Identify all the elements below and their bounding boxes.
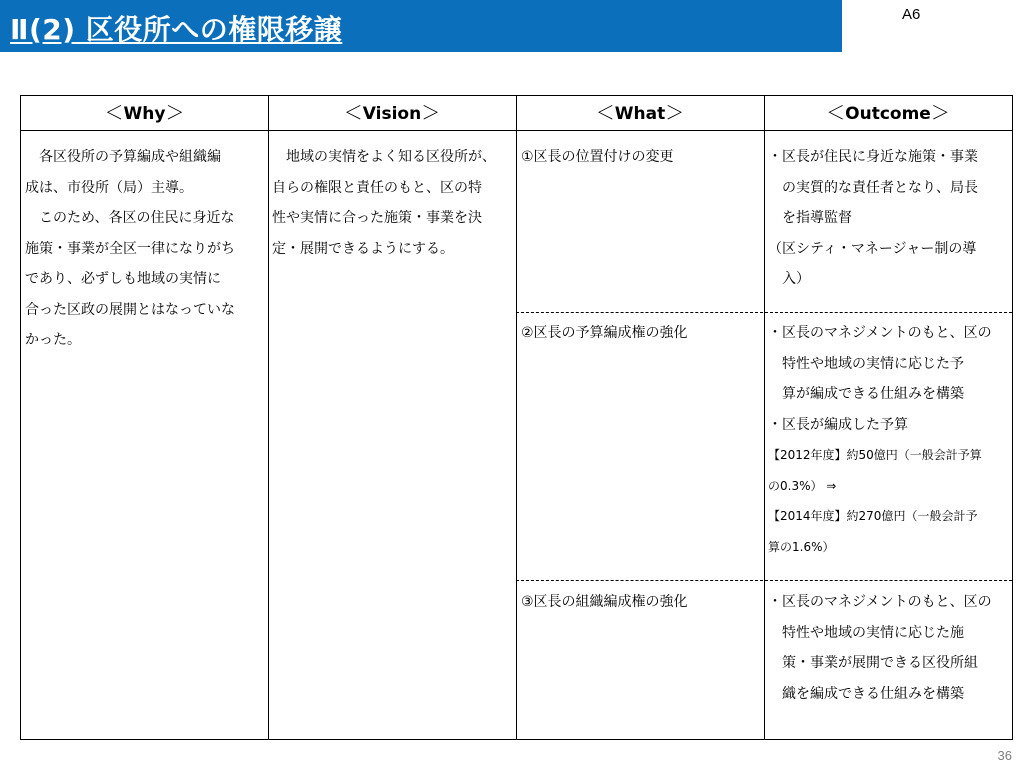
header-what-label: What xyxy=(614,104,666,124)
what-text: ②区長の予算編成権の強化 xyxy=(521,325,688,341)
bracket-close: ＞ xyxy=(165,102,185,124)
bracket-open: ＜ xyxy=(595,102,615,124)
bracket-close: ＞ xyxy=(930,102,950,124)
text-line: ・区長のマネジメントのもと、区の xyxy=(768,594,992,610)
budget-line: の0.3%） ⇒ xyxy=(768,478,837,493)
text-line: 策・事業が展開できる区役所組 xyxy=(768,655,978,671)
text-line: を指導監督 xyxy=(768,210,852,226)
header-outcome-label: Outcome xyxy=(845,104,931,124)
header-why-label: Why xyxy=(123,104,166,124)
column-divider xyxy=(516,96,517,739)
what-item-1 xyxy=(521,142,761,173)
text-line: かった。 xyxy=(25,332,81,348)
text-line: の実質的な責任者となり、局長 xyxy=(768,179,978,196)
text-line: 特性や地域の実情に応じた施 xyxy=(768,624,964,641)
text-line: 織を編成できる仕組みを構築 xyxy=(768,685,964,702)
text-line: であり、必ずしも地域の実情に xyxy=(25,271,221,287)
bracket-close: ＞ xyxy=(665,102,685,124)
outcome-item-3 xyxy=(768,587,1012,709)
outcome-item-1 xyxy=(768,142,1012,295)
column-divider xyxy=(268,96,269,739)
page-title: Ⅱ(2) 区役所への権限移譲 xyxy=(10,13,343,46)
text-line: 算が編成できる仕組みを構築 xyxy=(768,386,964,402)
text-line: ・区長のマネジメントのもと、区の xyxy=(768,325,992,341)
text-line: 自らの権限と責任のもと、区の特 xyxy=(272,179,482,196)
bracket-open: ＜ xyxy=(343,102,363,124)
what-text: ③区長の組織編成権の強化 xyxy=(521,594,688,610)
outcome-item-2 xyxy=(768,318,1012,562)
text-line: 性や実情に合った施策・事業を決 xyxy=(272,210,482,226)
header-divider xyxy=(21,130,1012,131)
title-bar xyxy=(0,0,842,52)
text-line: 地域の実情をよく知る区役所が、 xyxy=(272,149,496,165)
vision-cell xyxy=(272,142,514,264)
what-item-2 xyxy=(521,318,761,349)
column-divider xyxy=(764,96,765,739)
what-text: ①区長の位置付けの変更 xyxy=(521,149,674,165)
budget-line: 【2012年度】約50億円（一般会計予算 xyxy=(768,448,982,462)
header-vision xyxy=(268,96,516,130)
bracket-open: ＜ xyxy=(104,102,124,124)
why-cell xyxy=(25,142,265,356)
row-divider xyxy=(516,580,1012,581)
budget-line: 【2014年度】約270億円（一般会計予 xyxy=(768,509,978,523)
bracket-open: ＜ xyxy=(826,102,846,124)
header-outcome xyxy=(764,96,1012,130)
text-line: 成は、市役所（局）主導。 xyxy=(25,179,193,196)
bracket-close: ＞ xyxy=(421,102,441,124)
text-line: ・区長が住民に身近な施策・事業 xyxy=(768,149,978,165)
row-divider xyxy=(516,312,1012,313)
header-why xyxy=(21,96,268,130)
text-line: 施策・事業が全区一律になりがち xyxy=(25,240,235,257)
what-item-3 xyxy=(521,587,761,618)
text-line: 合った区政の展開とはなっていな xyxy=(25,301,235,318)
budget-line: 算の1.6%） xyxy=(768,539,835,554)
text-line: （区シティ・マネージャー制の導 xyxy=(768,240,977,257)
page-number: 36 xyxy=(997,748,1012,763)
header-vision-label: Vision xyxy=(362,104,422,124)
text-line: 各区役所の予算編成や組織編 xyxy=(25,149,221,165)
text-line: 定・展開できるようにする。 xyxy=(272,240,454,257)
policy-table xyxy=(20,95,1013,740)
text-line: 入） xyxy=(768,271,810,287)
header-what xyxy=(516,96,764,130)
text-line: このため、各区の住民に身近な xyxy=(25,210,235,226)
text-line: 特性や地域の実情に応じた予 xyxy=(768,355,964,372)
text-line: ・区長が編成した予算 xyxy=(768,416,908,433)
slide-id: A6 xyxy=(902,6,921,23)
